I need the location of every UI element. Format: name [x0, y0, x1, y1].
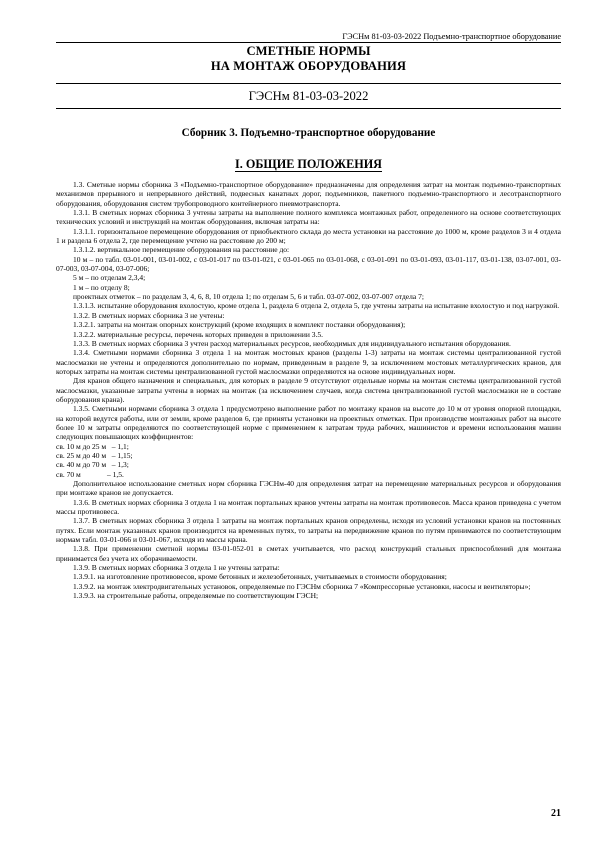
- paragraph: 1.3.9.1. на изготовление противовесов, кроме бетонных и железобетонных, учитываемых в стоимости оборудования;: [73, 572, 447, 582]
- paragraph: 1.3.2. В сметных нормах сборника 3 не учтены:: [73, 310, 225, 320]
- document-title: [56, 44, 561, 74]
- paragraph: Для кранов общего назначения и специальных, для которых в разделе 9 отсутствуют отдельные нормы на монтаж системы централизованной густой маслосмазки, указанные затраты учтены в нормах на монтаж (за исключением случаев, когда система централизованной густой маслосмазки не в составе оборудования крана).: [56, 376, 561, 404]
- paragraph: 1.3.1.2. вертикальное перемещение оборудования на расстояние до:: [73, 245, 290, 255]
- paragraph: 1.3.2.1. затраты на монтаж опорных конструкций (кроме входящих в комплект поставки оборудования);: [73, 320, 406, 330]
- paragraph: 1.3.5. Сметными нормами сборника 3 отдела 1 предусмотрено выполнение работ по монтажу кранов на высоте до 10 м от уровня опорной площадки, на которой ведутся работы, или от земли, кроме разделов 6, где приняты установки на проектных отметках. При производстве монтажных работ на высоте более 10 м затраты определяются по соответствующей норме с применением к затратам труда рабочих, машинистов и времени использования машин следующих повышающих коэффициентов:: [56, 404, 561, 442]
- section-title: [56, 157, 561, 172]
- running-header: ГЭСНм 81-03-03-2022 Подъемно-транспортное оборудование: [56, 32, 561, 43]
- paragraph: 1.3. Сметные нормы сборника 3 «Подъемно-транспортное оборудование» предназначены для определения затрат на монтаж подъемно-транспортных механизмов прерывного и непрерывного действий, подвесных канатных дорог, подъемников, пакетного подъемно-транспортного и лесотранспортного оборудования, оборудования систем трубопроводного контейнерного пневмотранспорта.: [56, 180, 561, 208]
- paragraph: 1.3.1. В сметных нормах сборника 3 учтены затраты на выполнение полного комплекса монтажных работ, определенного на основе соответствующих технических условий и инструкций на монтаж оборудования, включая затраты на:: [56, 208, 561, 227]
- coefficient-line: св. 25 м до 40 м – 1,15;: [56, 450, 133, 460]
- paragraph: 1.3.1.1. горизонтальное перемещение оборудования от приобъектного склада до места установки на расстояние до 1000 м, кроме разделов 3 и 4 отдела 1 и раздела 6 отдела 2, где перемещение учтено на расстояние до 200 м;: [56, 226, 561, 246]
- title-line-1: СМЕТНЫЕ НОРМЫ: [246, 44, 371, 58]
- paragraph: 1 м – по отделу 8;: [73, 282, 130, 292]
- paragraph: Дополнительное использование сметных норм сборника ГЭСНм-40 для определения затрат на перемещение материальных ресурсов и оборудования при монтаже кранов не допускается.: [56, 479, 561, 498]
- paragraph: 1.3.9.2. на монтаж электродвигательных установок, определяемые по ГЭСНм сборника 7 «Компрессорные установки, насосы и вентиляторы»;: [73, 581, 531, 591]
- divider: [56, 108, 561, 109]
- section-title-text: I. ОБЩИЕ ПОЛОЖЕНИЯ: [235, 157, 382, 171]
- paragraph: 5 м – по отделам 2,3,4;: [73, 273, 146, 283]
- document-code: ГЭСНм 81-03-03-2022: [248, 89, 369, 103]
- body-text: [56, 180, 561, 600]
- collection-title: Сборник 3. Подъемно-транспортное оборудование: [181, 127, 436, 139]
- paragraph: 1.3.3. В сметных нормах сборника 3 учтен расход материальных ресурсов, необходимых для индивидуального испытания оборудования.: [73, 338, 511, 348]
- divider: [56, 83, 561, 84]
- paragraph: 1.3.4. Сметными нормами сборника 3 отдела 1 на монтаж мостовых кранов (разделы 1-3) затраты на монтаж системы централизованной густой маслосмазки не учтены и определяются дополнительно по нормам, приведенным в разделе 9, за исключением мостовых металлургических кранов, для которых затраты на монтаж системы централизованной густой маслосмазки определяются на основе индивидуальных норм.: [56, 348, 561, 376]
- paragraph: 1.3.1.3. испытание оборудования вхолостую, кроме отдела 1, раздела 6 отдела 2, отдела 5, где учтены затраты на испытание вхолостую и под нагрузкой.: [73, 301, 560, 311]
- paragraph: 1.3.9.3. на строительные работы, определяемые по соответствующим ГЭСН;: [73, 591, 319, 601]
- paragraph: 1.3.7. В сметных нормах сборника 3 отдела 1 затраты на монтаж портальных кранов определены, исходя из условий установки кранов на постоянных путях. Если монтаж указанных кранов производится на временных путях, то затраты на передвижение кранов по путям принимаются по соответствующим нормам табл. 03-01-066 и 03-01-067, исходя из массы крана.: [56, 516, 561, 545]
- title-line-2: НА МОНТАЖ ОБОРУДОВАНИЯ: [210, 59, 407, 73]
- paragraph: проектных отметок – по разделам 3, 4, 6, 8, 10 отдела 1; по отделам 5, 6 и табл. 03-07-002, 03-07-007 отдела 7;: [73, 292, 424, 302]
- paragraph: 1.3.9. В сметных нормах сборника 3 отдела 1 не учтены затраты:: [73, 563, 280, 573]
- paragraph: 1.3.8. При применении сметной нормы 03-01-052-01 в сметах учитывается, что расход конструкций стальных приспособлений для монтажа принимается без учета их оборачиваемости.: [56, 544, 561, 563]
- paragraph: 1.3.2.2. материальные ресурсы, перечень которых приведен в приложении 3.5.: [73, 329, 324, 339]
- coefficient-line: св. 10 м до 25 м – 1,1;: [56, 441, 129, 451]
- paragraph: 10 м – по табл. 03-01-001, 03-01-002, с 03-01-017 по 03-01-021, с 03-01-065 по 03-01-068, с 03-01-091 по 03-01-093, 03-01-117, 03-01-138, 03-07-001, 03-07-003, 03-07-004, 03-07-006;: [56, 254, 561, 274]
- coefficient-line: св. 40 м до 70 м – 1,3;: [56, 460, 129, 470]
- page-number: 21: [551, 808, 561, 819]
- coefficient-line: св. 70 м – 1,5.: [56, 469, 124, 479]
- paragraph: 1.3.6. В сметных нормах сборника 3 отдела 1 на монтаж портальных кранов учтены затраты на монтаж противовесов. Масса кранов приведена с учетом массы противовеса.: [56, 497, 561, 517]
